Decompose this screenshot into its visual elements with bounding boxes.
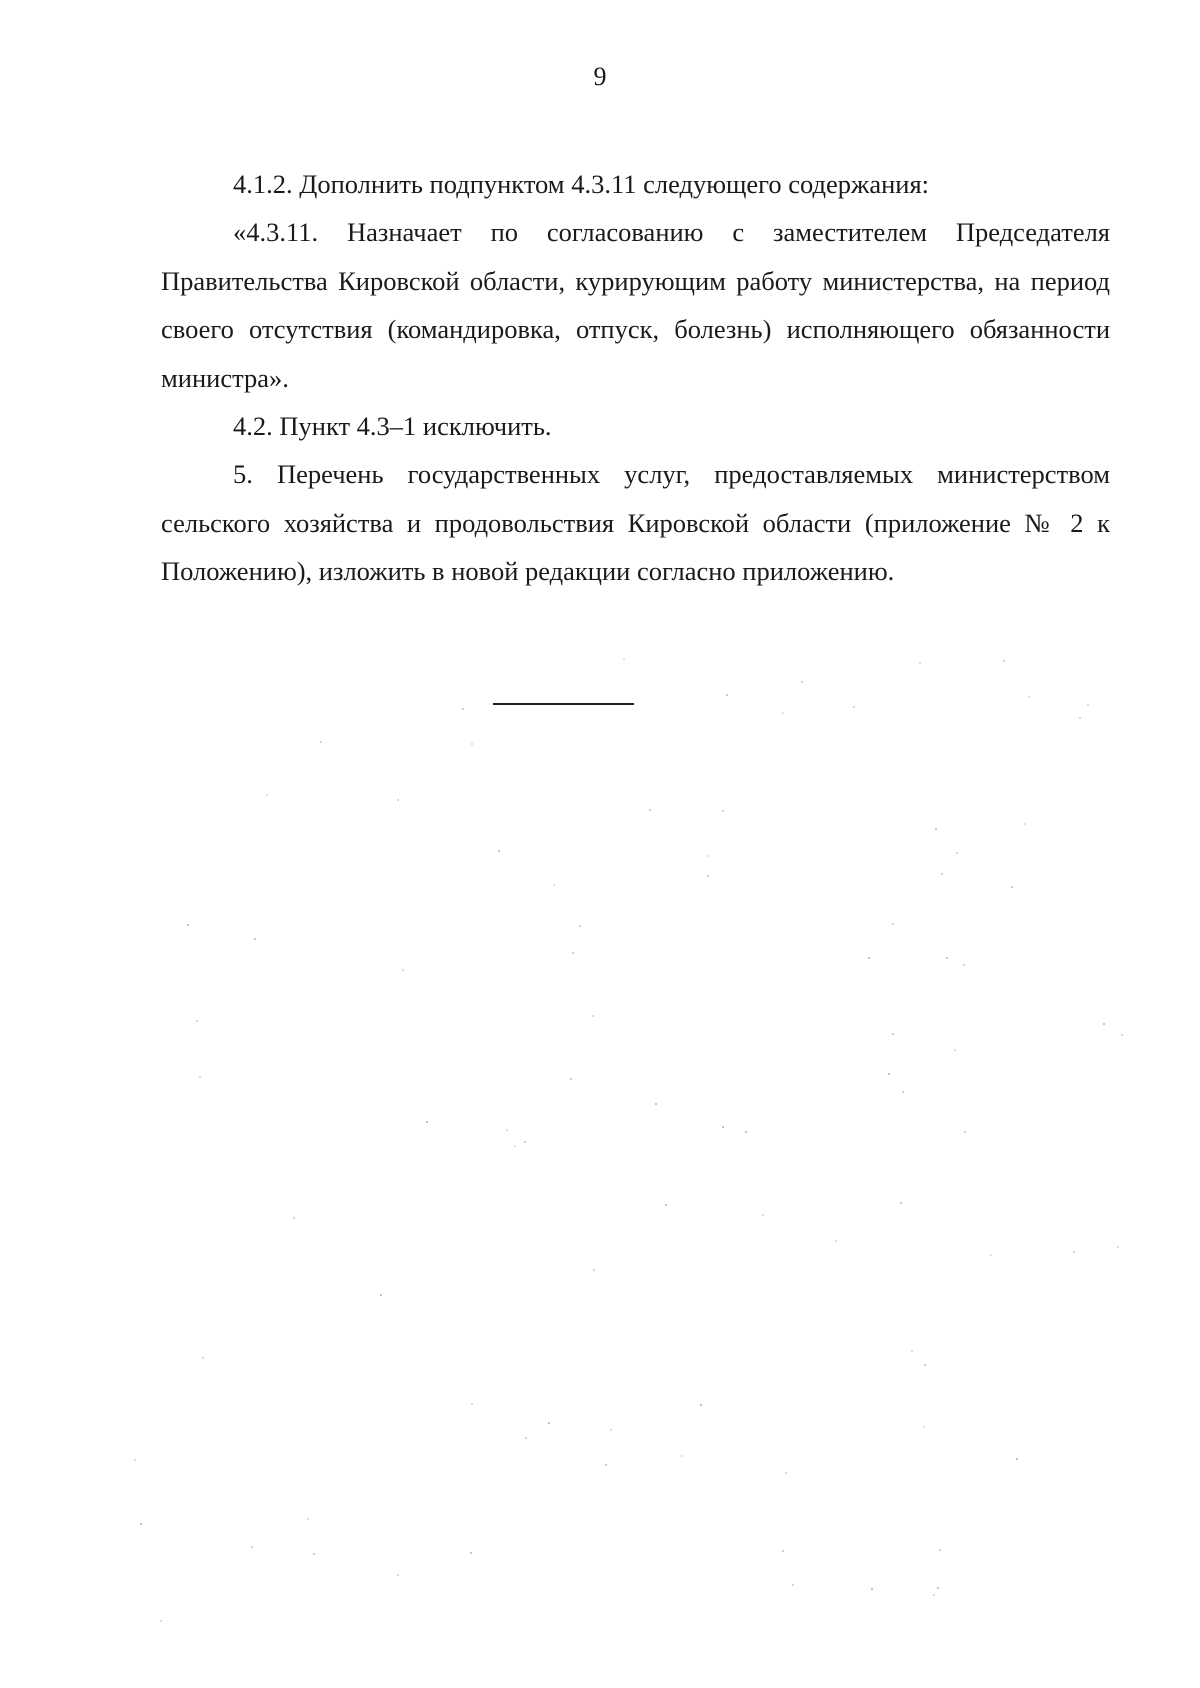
scan-speck	[1117, 1246, 1119, 1248]
scan-speck	[470, 1552, 472, 1554]
scan-speck	[911, 1350, 913, 1352]
scan-speck	[923, 1426, 925, 1428]
scan-speck	[160, 1620, 162, 1622]
scan-speck	[623, 658, 625, 660]
scan-speck	[506, 1129, 508, 1131]
scan-speck	[1028, 696, 1030, 698]
scan-speck	[902, 1091, 904, 1093]
scan-speck	[524, 1141, 526, 1143]
scan-speck	[655, 1103, 657, 1105]
scan-speck	[397, 799, 399, 801]
scan-speck	[397, 1574, 399, 1576]
scan-speck	[1103, 1023, 1105, 1025]
scan-speck	[570, 1078, 572, 1080]
scan-speck	[707, 875, 709, 877]
scan-speck	[498, 850, 500, 852]
scan-speck	[892, 1033, 894, 1035]
scan-speck	[990, 1254, 992, 1256]
closing-separator-line	[493, 703, 634, 705]
scan-speck	[471, 1403, 473, 1405]
scan-speck	[762, 1214, 764, 1216]
scan-speck	[525, 1437, 527, 1439]
paragraph-5: 5. Перечень государственных услуг, предоставляемых министерством сельского хозяйства и продовольствия Кировской области (приложение № 2 к Положению), изложить в новой редакции согласно приложению.	[161, 459, 1110, 587]
scan-speck	[700, 1404, 702, 1406]
scan-speck	[380, 1294, 382, 1296]
scan-speck	[313, 1553, 315, 1555]
scan-speck	[1087, 704, 1089, 706]
scan-speck	[553, 884, 555, 886]
scan-speck	[801, 681, 803, 683]
scan-speck	[605, 1464, 607, 1466]
scan-speck	[900, 1202, 902, 1204]
scan-speck	[726, 694, 728, 696]
scan-speck	[707, 855, 709, 857]
scan-speck	[649, 809, 651, 811]
scan-speck	[1073, 1251, 1075, 1253]
scan-speck	[187, 924, 189, 926]
scan-speck	[572, 952, 574, 954]
scan-speck	[610, 1429, 612, 1431]
scan-speck	[402, 969, 404, 971]
scan-speck	[548, 1422, 550, 1424]
scan-speck	[963, 964, 965, 966]
paragraph-4-2: 4.2. Пункт 4.3–1 исключить.	[233, 411, 552, 442]
scan-speck	[251, 1546, 253, 1548]
scan-speck	[1121, 1034, 1123, 1036]
scan-speck	[924, 1364, 926, 1366]
scan-speck	[941, 873, 943, 875]
scan-speck	[1079, 717, 1081, 719]
scan-speck	[426, 1121, 428, 1123]
scan-speck	[196, 1020, 198, 1022]
scan-speck	[320, 741, 322, 743]
scan-speck	[871, 1588, 873, 1590]
scan-speck	[782, 1550, 784, 1552]
scan-speck	[868, 957, 870, 959]
scan-speck	[1011, 886, 1013, 888]
scan-speck	[593, 1269, 595, 1271]
scan-speck	[853, 706, 855, 708]
scan-speck	[782, 712, 784, 714]
scan-speck	[792, 1584, 794, 1586]
scan-speck	[471, 743, 473, 745]
scan-speck	[888, 1073, 890, 1075]
scan-speck	[254, 938, 256, 940]
paragraph-4-3-11-quote: «4.3.11. Назначает по согласованию с заместителем Председателя Правительства Кировской области, курирующим работу министерства, на период своего отсутствия (командировка, отпуск, болезнь) исполняющего обязанности министра».	[161, 217, 1110, 393]
scan-speck	[1003, 660, 1005, 662]
scan-speck	[933, 1594, 935, 1596]
scan-speck	[939, 1549, 941, 1551]
scan-speck	[134, 1459, 136, 1461]
page-number: 9	[593, 62, 607, 91]
scan-speck	[199, 1076, 201, 1078]
scan-speck	[266, 794, 268, 796]
scan-speck	[140, 1523, 142, 1525]
scan-speck	[592, 1015, 594, 1017]
paragraph-4-1-2: 4.1.2. Дополнить подпунктом 4.3.11 следующего содержания:	[233, 169, 930, 199]
scan-speck	[937, 1587, 939, 1589]
scan-speck	[579, 925, 581, 927]
scan-speck	[462, 708, 464, 710]
scan-speck	[835, 1240, 837, 1242]
scan-speck	[1016, 1458, 1018, 1460]
scan-speck	[919, 662, 921, 664]
scan-speck	[307, 1518, 309, 1520]
scan-speck	[722, 810, 724, 812]
scan-speck	[745, 1131, 747, 1133]
scan-speck	[1024, 823, 1026, 825]
scan-speck	[722, 1126, 724, 1128]
scan-speck	[202, 1357, 204, 1359]
scan-speck	[681, 1455, 683, 1457]
scan-speck	[954, 1049, 956, 1051]
scan-speck	[293, 1217, 295, 1219]
scan-speck	[665, 1204, 667, 1206]
scan-speck	[514, 1145, 516, 1147]
scan-speck	[785, 1472, 787, 1474]
scan-speck	[956, 852, 958, 854]
scan-speck	[946, 957, 948, 959]
scan-speck	[892, 923, 894, 925]
document-body	[161, 160, 1110, 596]
scan-speck	[935, 828, 937, 830]
scan-speck	[964, 1131, 966, 1133]
